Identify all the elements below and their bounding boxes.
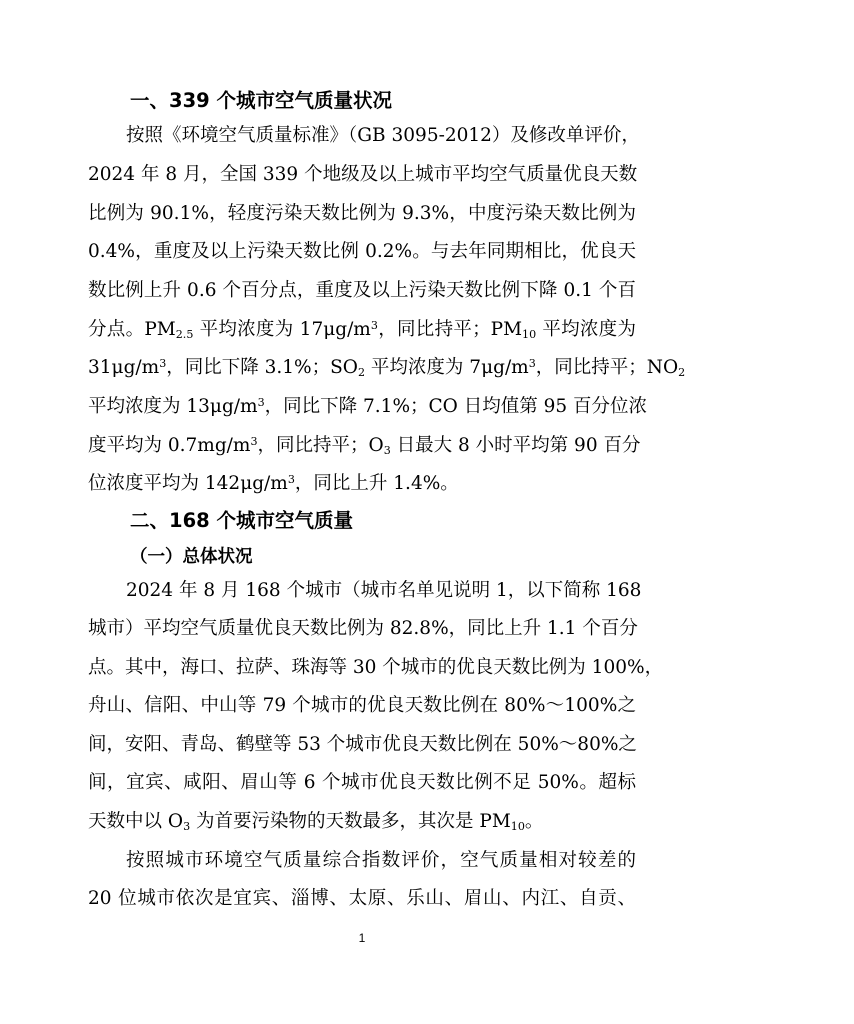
paragraph-line: 点。其中，海口、拉萨、珠海等 30 个城市的优良天数比例为 100%， [88,657,664,678]
section-heading-168-cities: 二、168 个城市空气质量 [130,509,353,532]
paragraph-line: 20 位城市依次是宜宾、淄博、太原、乐山、眉山、内江、自贡、 [88,888,636,909]
page-number: 1 [358,931,366,945]
paragraph-line: 分点。$PM_{2.5}$ 平均浓度为 $17\mu g/m^3$，同比持平；$PM_{10}$ 平均浓度为 [88,318,636,341]
paragraph-line: 平均浓度为 $13\mu g/m^3$，同比下降 7.1%；CO 日均值第 95 百分位浓 [88,395,648,417]
paragraph-line: 间，宜宾、咸阳、眉山等 6 个城市优良天数比例不足 50%。超标 [88,772,636,793]
section-heading-339-cities: 一、339 个城市空气质量状况 [130,89,392,112]
paragraph-line: 天数中以 $O_3$ 为首要污染物的天数最多，其次是 $PM_{10}$。 [88,811,544,833]
paragraph-line: 间，安阳、青岛、鹤壁等 53 个城市优良天数比例在 50%～80%之 [88,734,637,755]
paragraph-line: 比例为 90.1%，轻度污染天数比例为 9.3%，中度污染天数比例为 [88,203,636,224]
paragraph-line: 位浓度平均为 $142\mu g/m^3$，同比上升 1.4%。 [88,472,459,494]
paragraph-line: 2024 年 8 月 168 个城市（城市名单见说明 1，以下简称 168 [126,580,642,601]
paragraph-line: 按照《环境空气质量标准》（GB 3095-2012）及修改单评价， [126,125,640,146]
subsection-heading-overall: （一）总体状况 [130,547,253,567]
paragraph-line: 2024 年 8 月，全国 339 个地级及以上城市平均空气质量优良天数 [88,164,638,185]
paragraph-line: 度平均为 $0.7mg/m^3$，同比持平；$O_3$ 日最大 8 小时平均第 90 百分 [88,434,641,457]
paragraph-line: $31\mu g/m^3$，同比下降 3.1%；$SO_2$ 平均浓度为 $7\mu g/m^3$，同比持平；$NO_2$ [88,356,686,379]
paragraph-line: 城市）平均空气质量优良天数比例为 82.8%，同比上升 1.1 个百分 [88,618,638,639]
paragraph-line: 0.4%，重度及以上污染天数比例 0.2%。与去年同期相比，优良天 [88,241,636,262]
paragraph-line: 数比例上升 0.6 个百分点，重度及以上污染天数比例下降 0.1 个百 [88,280,636,301]
paragraph-line: 按照城市环境空气质量综合指数评价，空气质量相对较差的 [126,850,636,871]
paragraph-line: 舟山、信阳、中山等 79 个城市的优良天数比例在 80%～100%之 [88,695,636,716]
